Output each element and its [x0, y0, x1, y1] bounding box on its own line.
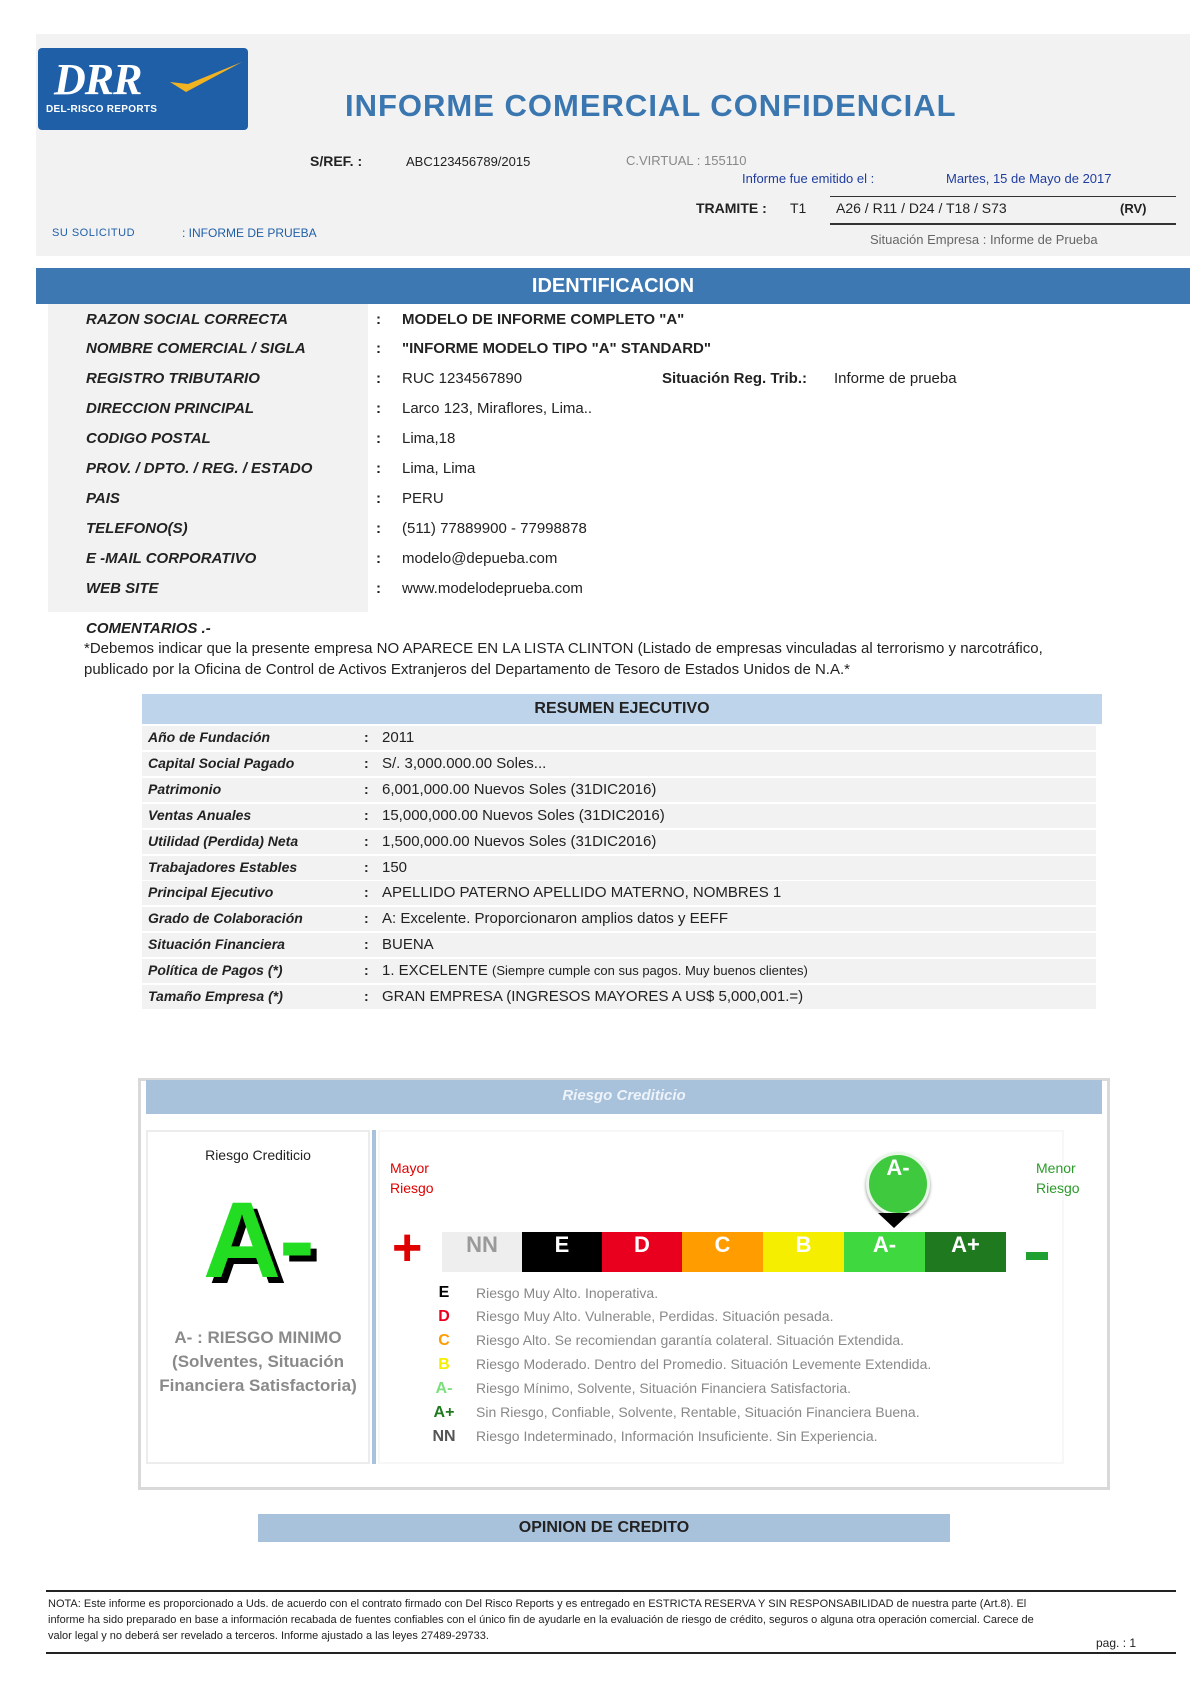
ident-label: CODIGO POSTAL: [86, 430, 211, 447]
risk-divider: [372, 1130, 376, 1464]
resumen-value: A: Excelente. Proporcionaron amplios datos y EEFF: [382, 910, 728, 927]
resumen-row: [142, 856, 1096, 880]
resumen-label: Tamaño Empresa (*): [148, 988, 283, 1004]
ident-value: RUC 1234567890: [402, 370, 523, 387]
resumen-colon: :: [364, 729, 369, 745]
resumen-colon: :: [364, 962, 369, 978]
scale-cell-c: C: [682, 1232, 763, 1272]
legend-letter: D: [438, 1308, 450, 1325]
section-opinion-title: OPINION DE CREDITO: [258, 1514, 950, 1542]
tramite-label: TRAMITE :: [696, 200, 767, 216]
resumen-row: [142, 881, 1096, 905]
menor-riesgo-label: [1036, 1158, 1080, 1198]
scale-cell-nn: NN: [442, 1232, 522, 1272]
cvirtual: C.VIRTUAL : 155110: [626, 153, 747, 168]
ident-colon: :: [376, 340, 381, 357]
resumen-row: [142, 959, 1096, 983]
ident-label: REGISTRO TRIBUTARIO: [86, 370, 260, 387]
resumen-label: Principal Ejecutivo: [148, 884, 274, 900]
company-logo: [38, 48, 248, 130]
comentarios-title: COMENTARIOS .-: [86, 620, 211, 637]
resumen-colon: :: [364, 936, 369, 952]
resumen-row: [142, 907, 1096, 931]
risk-panel-title: Riesgo Crediticio: [146, 1080, 1102, 1114]
ident-value: www.modelodeprueba.com: [402, 580, 583, 597]
resumen-value: S/. 3,000.000.00 Soles...: [382, 755, 547, 772]
legend-text: Sin Riesgo, Confiable, Solvente, Rentable, Situación Financiera Buena.: [476, 1404, 920, 1420]
sit-reg-label: Situación Reg. Trib.:: [662, 370, 808, 387]
ident-colon: :: [376, 370, 381, 387]
resumen-label: Trabajadores Estables: [148, 859, 298, 875]
resumen-row: [142, 804, 1096, 828]
ident-value: "INFORME MODELO TIPO "A" STANDARD": [402, 340, 711, 357]
resumen-value: APELLIDO PATERNO APELLIDO MATERNO, NOMBRES 1: [382, 884, 782, 901]
resumen-colon: :: [364, 884, 369, 900]
resumen-row: [142, 830, 1096, 854]
ident-label: RAZON SOCIAL CORRECTA: [86, 311, 288, 328]
ident-value: PERU: [402, 490, 444, 507]
ident-colon: :: [376, 520, 381, 537]
section-identificacion-title: IDENTIFICACION: [36, 268, 1190, 304]
menor-text-2: Riesgo: [1036, 1180, 1080, 1196]
resumen-row: [142, 726, 1096, 750]
ident-colon: :: [376, 460, 381, 477]
mayor-text: Mayor: [390, 1160, 429, 1176]
politica-value: 1. EXCELENTE: [382, 962, 488, 979]
ident-value: modelo@depueba.com: [402, 550, 558, 567]
scale-cell-a-minus: A-: [844, 1232, 925, 1272]
ident-row: [0, 580, 1150, 610]
legend-text: Riesgo Moderado. Dentro del Promedio. Situación Levemente Extendida.: [476, 1356, 932, 1372]
ident-colon: :: [376, 430, 381, 447]
resumen-label: Patrimonio: [148, 781, 222, 797]
resumen-row: [142, 778, 1096, 802]
legend-letter: A-: [435, 1380, 453, 1397]
resumen-label: Grado de Colaboración: [148, 910, 303, 926]
emitido-date: Martes, 15 de Mayo de 2017: [946, 171, 1112, 186]
legend-text: Riesgo Mínimo, Solvente, Situación Financiera Satisfactoria.: [476, 1380, 852, 1396]
legend-letter: E: [438, 1284, 450, 1301]
legend-letter: C: [438, 1332, 450, 1349]
marker-arrow-icon: [878, 1213, 910, 1228]
solicitud-label: SU SOLICITUD: [52, 227, 136, 239]
ident-label: WEB SITE: [86, 580, 159, 597]
ident-value: Lima, Lima: [402, 460, 476, 477]
legend-letter: NN: [432, 1428, 456, 1445]
legend-letter: A+: [433, 1404, 455, 1421]
emitido-label: Informe fue emitido el :: [742, 171, 875, 186]
resumen-value: 150: [382, 859, 408, 876]
footer-rule-top: [46, 1590, 1176, 1592]
tramite-value: T1: [790, 200, 807, 216]
ident-value: Larco 123, Miraflores, Lima..: [402, 400, 593, 417]
resumen-colon: :: [364, 781, 369, 797]
risk-description: A- : RIESGO MINIMO (Solventes, Situación Financiera Satisfactoria): [159, 1328, 357, 1395]
legend-text: Riesgo Muy Alto. Vulnerable, Perdidas. Situación pesada.: [476, 1308, 834, 1324]
resumen-value: 2011: [382, 729, 415, 746]
resumen-row: [142, 752, 1096, 776]
comentarios-text: *Debemos indicar que la presente empresa NO APARECE EN LA LISTA CLINTON (Listado de empresas vinculadas al terrorismo y narcotráfico, publicado por la Oficina de Control de Activos Extranjeros del Departamento de Tesoro de Estados Unidos de N.A.*: [84, 640, 1043, 678]
plus-icon: +: [392, 1219, 423, 1277]
legend-text: Riesgo Indeterminado, Información Insuficiente. Sin Experiencia.: [476, 1428, 878, 1444]
ident-row: [0, 400, 1150, 430]
ident-row: [0, 340, 1150, 370]
resumen-label: Utilidad (Perdida) Neta: [148, 833, 299, 849]
minus-icon: [1026, 1252, 1048, 1260]
ident-label: PAIS: [86, 490, 120, 507]
ident-colon: :: [376, 580, 381, 597]
resumen-value: 6,001,000.00 Nuevos Soles (31DIC2016): [382, 781, 657, 798]
footer-note: NOTA: Este informe es proporcionado a Uds. de acuerdo con el contrato firmado con Del Risco Reports y es entregado en ESTRICTA RESERVA Y SIN RESPONSABILIDAD de nuestra parte (Art.8). El informe ha sido preparado en base a información recabada de fuentes confiables con el único fin de ayudarle en la evaluación de riesgo de crédito, seguros o alguna otra operación comercial. Carece de valor legal y no deberá ser revelado a terceros. Informe ajustado a las leyes 27489-29733.: [48, 1598, 1034, 1642]
scale-cell-a-plus: A+: [925, 1232, 1006, 1272]
mayor-text-2: Riesgo: [390, 1180, 434, 1196]
section-resumen-title: RESUMEN EJECUTIVO: [142, 694, 1102, 724]
resumen-value: 1,500,000.00 Nuevos Soles (31DIC2016): [382, 833, 657, 850]
ident-row: [0, 370, 1150, 400]
resumen-colon: :: [364, 910, 369, 926]
resumen-colon: :: [364, 859, 369, 875]
legend-text: Riesgo Muy Alto. Inoperativa.: [476, 1285, 659, 1301]
legend-text: Riesgo Alto. Se recomiendan garantía colateral. Situación Extendida.: [476, 1332, 905, 1348]
politica-note: (Siempre cumple con sus pagos. Muy buenos clientes): [492, 963, 808, 978]
ident-row: [0, 460, 1150, 490]
menor-text: Menor: [1036, 1160, 1076, 1176]
ident-label: E -MAIL CORPORATIVO: [86, 550, 257, 567]
resumen-label: Política de Pagos (*): [148, 962, 283, 978]
page-title: INFORME COMERCIAL CONFIDENCIAL: [345, 88, 957, 123]
resumen-label: Situación Financiera: [148, 936, 285, 952]
ident-row: [0, 550, 1150, 580]
resumen-row: [142, 985, 1096, 1009]
risk-label: Riesgo Crediticio: [205, 1147, 311, 1163]
resumen-value: GRAN EMPRESA (INGRESOS MAYORES A US$ 5,000,001.=): [382, 988, 804, 1005]
resumen-value: [382, 962, 808, 979]
ident-label: TELEFONO(S): [86, 520, 188, 537]
resumen-label: Capital Social Pagado: [148, 755, 295, 771]
legend-letter: B: [438, 1356, 450, 1373]
tramite-codes: A26 / R11 / D24 / T18 / S73: [836, 200, 1007, 216]
ident-row: [0, 311, 1150, 341]
resumen-colon: :: [364, 755, 369, 771]
ident-row: [0, 520, 1150, 550]
scale-cell-d: D: [602, 1232, 682, 1272]
ident-colon: :: [376, 550, 381, 567]
ident-value: Lima,18: [402, 430, 456, 447]
ident-colon: :: [376, 490, 381, 507]
ident-row: [0, 430, 1150, 460]
tramite-rv: (RV): [1120, 201, 1147, 216]
ident-colon: :: [376, 311, 381, 328]
situacion-empresa: Situación Empresa : Informe de Prueba: [870, 232, 1098, 247]
resumen-label: Año de Fundación: [148, 729, 271, 745]
ident-label: PROV. / DPTO. / REG. / ESTADO: [86, 460, 313, 477]
logo-subtitle: DEL-RISCO REPORTS: [46, 104, 158, 115]
scale-cell-b: B: [763, 1232, 844, 1272]
risk-grade: A-: [203, 1179, 313, 1300]
sit-reg-value: Informe de prueba: [834, 370, 957, 387]
logo-text: DRR: [54, 55, 142, 104]
scale-cell-e: E: [522, 1232, 602, 1272]
resumen-value: 15,000,000.00 Nuevos Soles (31DIC2016): [382, 807, 665, 824]
sref-label: S/REF. :: [310, 153, 363, 169]
checkmark-icon: [166, 58, 246, 98]
resumen-value: BUENA: [382, 936, 434, 953]
ident-label: DIRECCION PRINCIPAL: [86, 400, 255, 417]
resumen-colon: :: [364, 833, 369, 849]
page-number: pag. : 1: [1096, 1636, 1137, 1650]
resumen-colon: :: [364, 807, 369, 823]
resumen-row: [142, 933, 1096, 957]
risk-marker: A-: [866, 1152, 930, 1216]
solicitud-value: : INFORME DE PRUEBA: [182, 226, 317, 240]
ident-label: NOMBRE COMERCIAL / SIGLA: [86, 340, 306, 357]
resumen-colon: :: [364, 988, 369, 1004]
footer-rule-bottom: [46, 1652, 1176, 1654]
ident-value: (511) 77889900 - 77998878: [402, 520, 587, 537]
mayor-riesgo-label: [390, 1158, 434, 1198]
ident-row: [0, 490, 1150, 520]
sref-value: ABC123456789/2015: [406, 154, 531, 169]
resumen-label: Ventas Anuales: [148, 807, 252, 823]
ident-colon: :: [376, 400, 381, 417]
ident-value: MODELO DE INFORME COMPLETO "A": [402, 311, 685, 328]
